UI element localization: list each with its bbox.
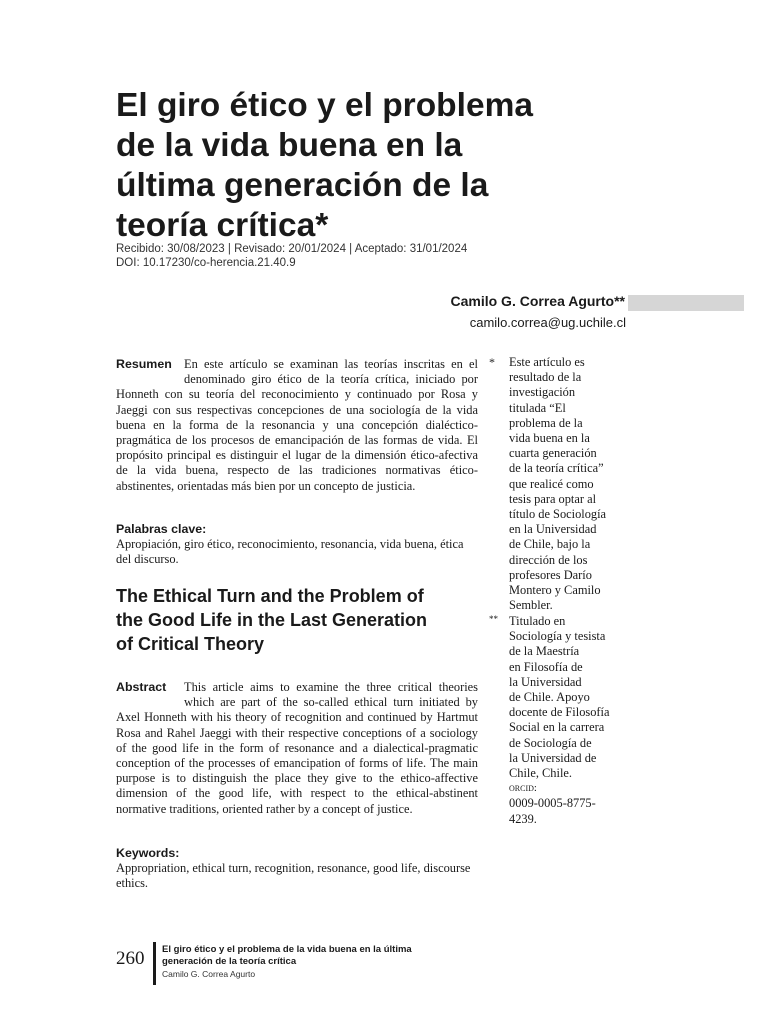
english-title <box>116 584 486 656</box>
footnote-line: resultado de la <box>509 370 582 385</box>
review-dates: Recibido: 30/08/2023 | Revisado: 20/01/2024 | Aceptado: 31/01/2024 <box>116 243 468 255</box>
running-title-line: generación de la teoría crítica <box>162 956 297 967</box>
footnote-1 <box>509 355 627 613</box>
footnote-line: de Chile, bajo la <box>509 537 591 552</box>
article-title-line: teoría crítica* <box>116 207 329 244</box>
orcid-id[interactable]: 4239. <box>509 811 537 826</box>
article-title <box>116 86 636 246</box>
footnote-line: Titulado en <box>509 614 566 628</box>
article-metadata <box>116 242 467 270</box>
running-author: Camilo G. Correa Agurto <box>162 969 256 979</box>
footnote-line: título de Sociología <box>509 507 607 522</box>
abstract-block <box>116 680 478 817</box>
footnote-line: Montero y Camilo <box>509 583 601 598</box>
orcid-label: orcid: <box>509 782 537 795</box>
footnote-line: la Universidad <box>509 674 582 689</box>
footnote-line: problema de la <box>509 415 583 430</box>
keywords-block: Keywords: Appropriation, ethical turn, recognition, resonance, good life, discourse ethics. <box>116 846 478 892</box>
doi[interactable]: DOI: 10.17230/co-herencia.21.40.9 <box>116 257 296 269</box>
english-title-line: The Ethical Turn and the Problem of <box>116 586 424 606</box>
english-title-line: the Good Life in the Last Generation <box>116 610 428 630</box>
resumen-text: En este artículo se examinan las teorías inscritas en el denominado giro ético de la teoría crítica, iniciado por Honneth con su teoría del reconocimiento y continuado por Rosa y Jaeggi con sus respectivas concepciones de una sociología de la vida buena en la forma de la resonancia y una concepción dialéctico-pragmática de los procesos de emancipación de las formas de vida. El propósito principal es distinguir el lugar de la dimensión ético-afectiva de la vida buena, respecto de las tradiciones normativas ético-abstinentes, orientadas más bien por un concepto de justicia. <box>116 357 478 493</box>
page-number: 260 <box>116 948 145 969</box>
article-title-line: de la vida buena en la <box>116 127 463 164</box>
footnote-line: profesores Darío <box>509 567 592 582</box>
footnote-line: la Universidad de <box>509 750 597 765</box>
article-title-line: El giro ético y el problema <box>116 87 533 124</box>
orcid-id[interactable]: 0009-0005-8775- <box>509 796 596 811</box>
english-title-line: of Critical Theory <box>116 634 265 654</box>
footnote-line: en Filosofía de <box>509 659 583 674</box>
abstract-text: This article aims to examine the three critical theories which are part of the so-called ethical turn initiated by Axel Honneth with his theory of recognition and continued by Hartmut Rosa and Rahel Jaeggi with their respective conceptions of a sociology of the good life in the form of resonance and a dialectical-pragmatic conception of the processes of emancipation of forms of life. The main purpose is to distinguish the place they give to the ethico-affective dimension of the good life, with respect to the ethical-abstinent normative traditions, oriented rather by a concept of justice. <box>116 680 478 816</box>
author-email[interactable]: camilo.correa@ug.uchile.cl <box>469 315 626 330</box>
footnote-mark-2: ** <box>489 614 498 624</box>
resumen-block <box>116 357 478 494</box>
footnote-line: docente de Filosofía <box>509 705 610 720</box>
footnote-line: vida buena en la <box>509 431 590 446</box>
footnote-line: de la teoría crítica” <box>509 461 604 476</box>
footnote-line: que realicé como <box>509 476 594 491</box>
keywords-label: Keywords <box>116 846 176 860</box>
footnote-line: titulada “El <box>509 400 566 415</box>
footnote-2 <box>509 614 627 827</box>
palabras-clave-text: Apropiación, giro ético, reconocimiento, resonancia, vida buena, ética del discurso. <box>116 537 464 567</box>
resumen-label: Resumen <box>116 357 172 371</box>
footnote-line: de Sociología de <box>509 735 592 750</box>
footnote-line: investigación <box>509 385 576 400</box>
footnote-line: de la Maestría <box>509 644 580 659</box>
footnote-line: tesis para optar al <box>509 491 597 506</box>
footnote-line: dirección de los <box>509 552 588 567</box>
abstract-label: Abstract <box>116 680 167 694</box>
footer-divider <box>153 942 156 985</box>
footnote-line: cuarta generación <box>509 446 597 461</box>
footnote-line: Sociología y tesista <box>509 629 606 644</box>
footnote-line: Sembler. <box>509 598 553 613</box>
footnote-mark-1: * <box>489 355 495 369</box>
footnote-line: en la Universidad <box>509 522 597 537</box>
footnote-line: Social en la carrera <box>509 720 605 735</box>
keywords-text: Appropriation, ethical turn, recognition, resonance, good life, discourse ethics. <box>116 861 471 891</box>
palabras-clave-block: Palabras clave: Apropiación, giro ético, reconocimiento, resonancia, vida buena, ética del discurso. <box>116 522 478 568</box>
author-highlight-bar <box>628 295 744 311</box>
author-name: Camilo G. Correa Agurto** <box>450 293 625 309</box>
palabras-clave-label: Palabras clave <box>116 522 203 536</box>
footnote-line: de Chile. Apoyo <box>509 690 590 705</box>
running-title-line: El giro ético y el problema de la vida buena en la última <box>162 944 412 955</box>
running-title <box>162 944 462 968</box>
footnote-line-text: Chile, Chile. <box>509 766 572 781</box>
footnote-line <box>509 766 627 796</box>
article-title-line: última generación de la <box>116 167 489 204</box>
footnote-line: Este artículo es <box>509 355 585 369</box>
